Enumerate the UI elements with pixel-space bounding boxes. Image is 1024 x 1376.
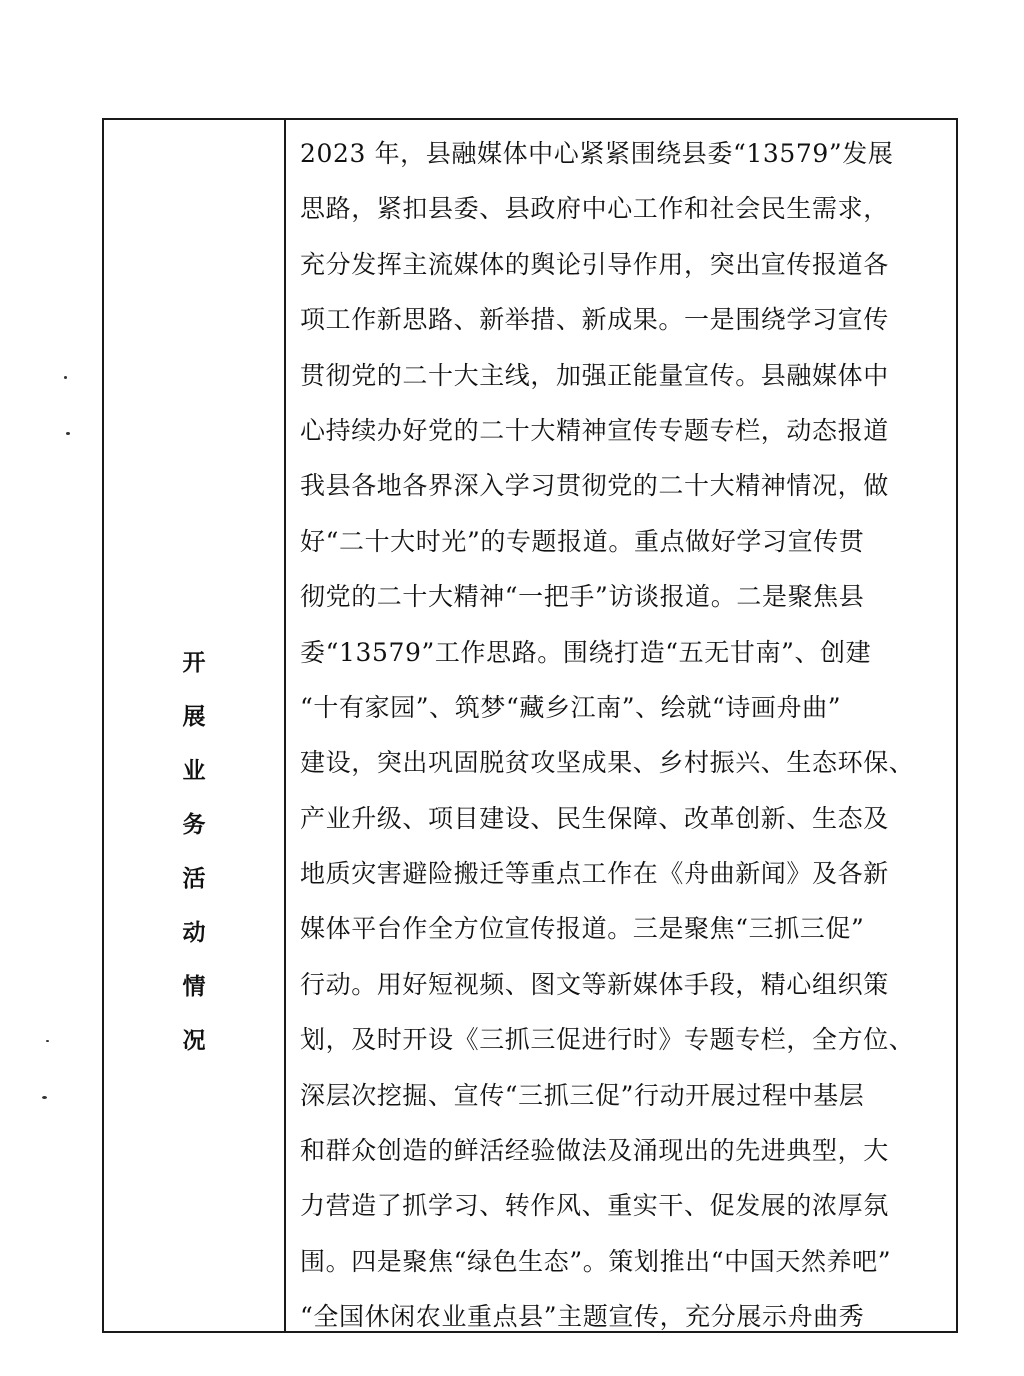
text-line: 地质灾害避险搬迁等重点工作在《舟曲新闻》及各新	[300, 859, 889, 889]
content-cell	[286, 120, 956, 1331]
label-char: 展	[182, 704, 206, 730]
label-char: 情	[182, 974, 206, 1000]
scan-speck	[64, 376, 67, 379]
scan-speck	[42, 1096, 47, 1099]
text-line: 媒体平台作全方位宣传报道。三是聚焦“三抓三促”	[300, 914, 865, 944]
text-line: 贯彻党的二十大主线，加强正能量宣传。县融媒体中	[300, 360, 889, 390]
body-paragraph	[300, 126, 942, 1345]
scan-speck	[46, 1040, 49, 1042]
text-line: “全国休闲农业重点县”主题宣传，充分展示舟曲秀	[300, 1302, 865, 1332]
label-char: 活	[182, 866, 206, 892]
label-char: 业	[182, 758, 206, 784]
text-line: 划，及时开设《三抓三促进行时》专题专栏，全方位、	[300, 1025, 915, 1055]
text-line: 深层次挖掘、宣传“三抓三促”行动开展过程中基层	[300, 1080, 865, 1110]
text-line: 心持续办好党的二十大精神宣传专题专栏，动态报道	[300, 415, 889, 445]
text-line: 好“二十大时光”的专题报道。重点做好学习宣传贯	[300, 526, 865, 556]
text-line: 力营造了抓学习、转作风、重实干、促发展的浓厚氛	[300, 1191, 889, 1221]
label-char: 开	[182, 650, 206, 676]
text-line: 委“13579”工作思路。围绕打造“五无甘南”、创建	[300, 637, 872, 667]
text-line: 建设，突出巩固脱贫攻坚成果、乡村振兴、生态环保、	[300, 748, 915, 778]
text-line: 我县各地各界深入学习贯彻党的二十大精神情况，做	[300, 471, 889, 501]
text-line: 和群众创造的鲜活经验做法及涌现出的先进典型，大	[300, 1136, 889, 1166]
text-line: 彻党的二十大精神“一把手”访谈报道。二是聚焦县	[300, 582, 865, 612]
text-line: 行动。用好短视频、图文等新媒体手段，精心组织策	[300, 969, 889, 999]
label-char: 况	[182, 1028, 206, 1054]
row-label-cell	[104, 120, 286, 1331]
text-line: 产业升级、项目建设、民生保障、改革创新、生态及	[300, 803, 889, 833]
text-line: 项工作新思路、新举措、新成果。一是围绕学习宣传	[300, 305, 889, 335]
vertical-row-label	[104, 636, 284, 1068]
scan-speck	[66, 432, 70, 435]
document-table	[102, 118, 958, 1333]
label-char: 动	[182, 920, 206, 946]
text-line: 2023 年，县融媒体中心紧紧围绕县委“13579”发展	[300, 139, 894, 168]
text-line: “十有家园”、筑梦“藏乡江南”、绘就“诗画舟曲”	[300, 692, 842, 722]
text-line: 充分发挥主流媒体的舆论引导作用，突出宣传报道各	[300, 249, 889, 279]
label-char: 务	[182, 812, 206, 838]
text-line: 围。四是聚焦“绿色生态”。策划推出“中国天然养吧”	[300, 1246, 892, 1276]
text-line: 思路，紧扣县委、县政府中心工作和社会民生需求，	[300, 194, 889, 224]
